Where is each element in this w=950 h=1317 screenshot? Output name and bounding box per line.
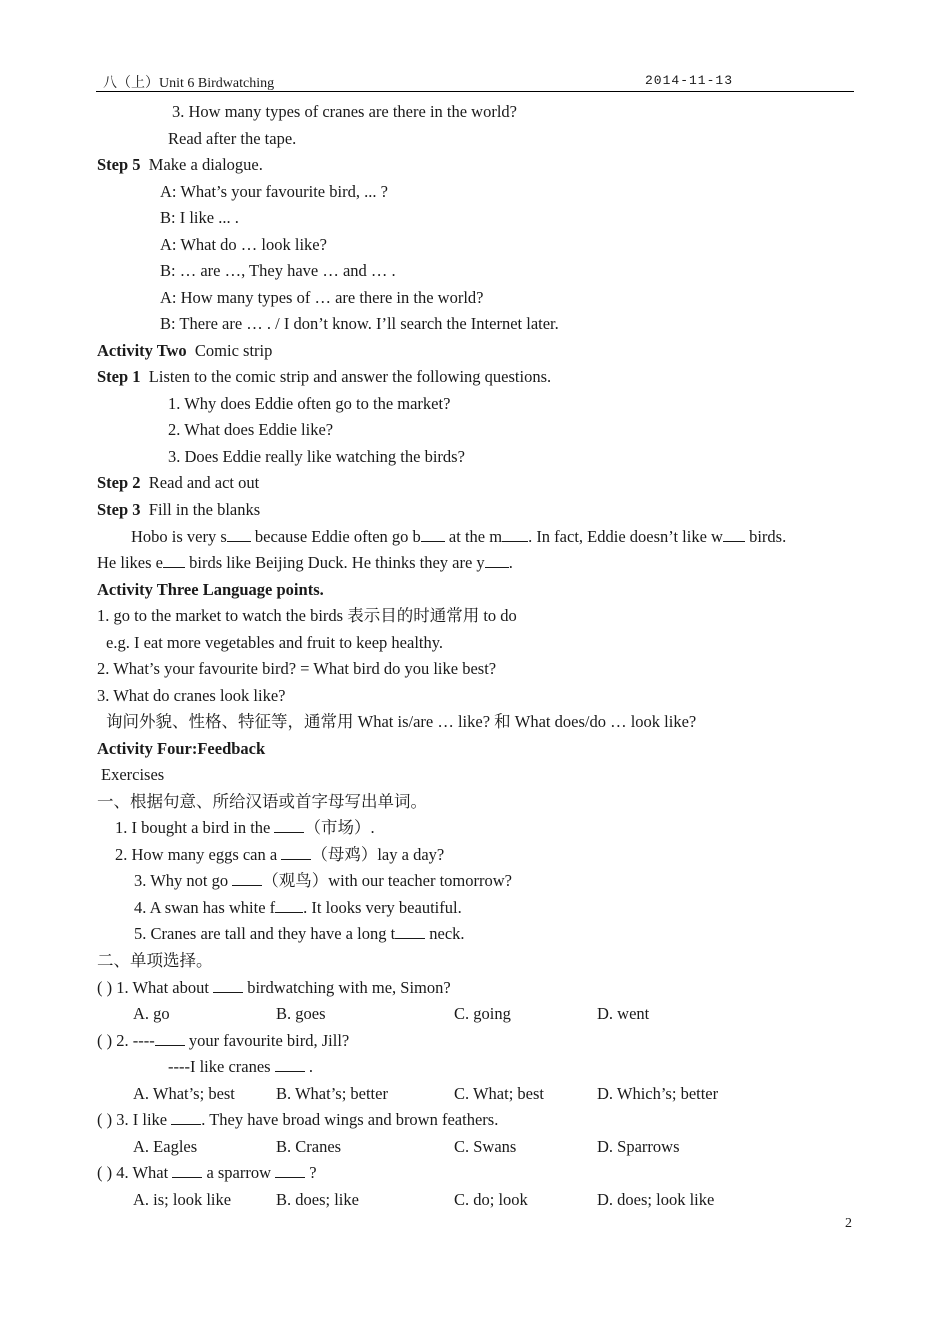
text-fragment: 1. What about bbox=[112, 978, 214, 997]
answer-blank[interactable] bbox=[723, 527, 745, 542]
activity-text: Comic strip bbox=[194, 341, 273, 360]
question-line: 1. Why does Eddie often go to the market? bbox=[168, 394, 451, 413]
text-fragment: at the m bbox=[444, 527, 503, 546]
option-d[interactable]: D. went bbox=[597, 1004, 650, 1023]
answer-paren[interactable]: ( ) bbox=[97, 1110, 113, 1129]
step-text: Read and act out bbox=[148, 473, 260, 492]
dialogue-line: A: What’s your favourite bird, ... ? bbox=[160, 182, 388, 201]
option-d[interactable]: D. Sparrows bbox=[597, 1137, 680, 1156]
option-d[interactable]: D. does; look like bbox=[597, 1190, 715, 1209]
language-point: 2. What’s your favourite bird? = What bird do you like best? bbox=[97, 659, 497, 678]
language-note: 询问外貌、性格、特征等，通常用 What is/are … like? 和 What does/do … look like? bbox=[106, 712, 697, 731]
header-rule bbox=[96, 91, 854, 92]
exercises-label: Exercises bbox=[101, 765, 165, 784]
text-fragment: . bbox=[304, 1057, 313, 1076]
answer-blank[interactable] bbox=[421, 527, 445, 542]
activity-four-heading: Activity Four:Feedback bbox=[97, 739, 266, 758]
header-title: 八（上）Unit 6 Birdwatching bbox=[103, 76, 275, 91]
activity-three-heading: Activity Three Language points. bbox=[97, 580, 324, 599]
step-1-heading bbox=[97, 367, 551, 387]
option-a[interactable]: A. go bbox=[133, 1004, 170, 1023]
text-fragment: 1. I bought a bird in the bbox=[115, 818, 275, 837]
option-b[interactable]: B. Cranes bbox=[276, 1137, 342, 1156]
answer-blank[interactable] bbox=[275, 898, 303, 913]
choice-question bbox=[97, 1110, 498, 1130]
option-b[interactable]: B. What’s; better bbox=[276, 1084, 388, 1103]
question-line: 2. What does Eddie like? bbox=[168, 420, 334, 439]
option-c[interactable]: C. do; look bbox=[454, 1190, 528, 1209]
step-label: Step 5 bbox=[97, 155, 141, 174]
choice-question-reply bbox=[168, 1057, 313, 1077]
answer-blank bbox=[275, 1163, 305, 1178]
dialogue-line: A: How many types of … are there in the world? bbox=[160, 288, 484, 307]
text-fragment: . bbox=[508, 553, 513, 572]
exercise-item bbox=[134, 871, 512, 891]
answer-blank[interactable] bbox=[485, 553, 509, 568]
text-fragment: （观鸟）with our teacher tomorrow? bbox=[262, 871, 512, 890]
text-fragment: 3. Why not go bbox=[134, 871, 233, 890]
text-fragment: your favourite bird, Jill? bbox=[184, 1031, 350, 1050]
step-text: Fill in the blanks bbox=[148, 500, 261, 519]
text-fragment: because Eddie often go b bbox=[250, 527, 421, 546]
language-point: 1. go to the market to watch the birds 表示目的时通常用 to do bbox=[97, 606, 517, 625]
option-c[interactable]: C. Swans bbox=[454, 1137, 517, 1156]
text-fragment: neck. bbox=[425, 924, 465, 943]
answer-paren[interactable]: ( ) bbox=[97, 1163, 113, 1182]
text-fragment: a sparrow bbox=[202, 1163, 276, 1182]
step-5-heading bbox=[97, 155, 263, 175]
text-fragment: Hobo is very s bbox=[131, 527, 227, 546]
answer-blank bbox=[155, 1031, 185, 1046]
dialogue-line: B: There are … . / I don’t know. I’ll search the Internet later. bbox=[160, 314, 559, 333]
option-c[interactable]: C. going bbox=[454, 1004, 511, 1023]
step-2-heading bbox=[97, 473, 259, 493]
dialogue-line: B: … are …, They have … and … . bbox=[160, 261, 396, 280]
text-fragment: 4. A swan has white f bbox=[134, 898, 276, 917]
exercise-item bbox=[134, 898, 462, 918]
answer-paren[interactable]: ( ) bbox=[97, 978, 113, 997]
option-d[interactable]: D. Which’s; better bbox=[597, 1084, 719, 1103]
text-fragment: birdwatching with me, Simon? bbox=[243, 978, 451, 997]
option-b[interactable]: B. goes bbox=[276, 1004, 326, 1023]
step-label: Step 2 bbox=[97, 473, 141, 492]
dialogue-line: B: I like ... . bbox=[160, 208, 239, 227]
question-line: 3. Does Eddie really like watching the birds? bbox=[168, 447, 465, 466]
answer-blank bbox=[172, 1163, 202, 1178]
instruction-line: Read after the tape. bbox=[168, 129, 297, 148]
text-fragment: birds. bbox=[744, 527, 787, 546]
text-fragment: ? bbox=[305, 1163, 317, 1182]
activity-two-heading bbox=[97, 341, 272, 361]
fill-blank-line bbox=[97, 553, 513, 573]
part-1-title: 一、根据句意、所给汉语或首字母写出单词。 bbox=[97, 792, 427, 811]
language-point: 3. What do cranes look like? bbox=[97, 686, 286, 705]
option-a[interactable]: A. What’s; best bbox=[133, 1084, 235, 1103]
text-fragment: . It looks very beautiful. bbox=[303, 898, 462, 917]
choice-question bbox=[97, 1163, 317, 1183]
answer-paren[interactable]: ( ) bbox=[97, 1031, 113, 1050]
option-a[interactable]: A. Eagles bbox=[133, 1137, 198, 1156]
answer-blank[interactable] bbox=[274, 818, 304, 833]
option-b[interactable]: B. does; like bbox=[276, 1190, 359, 1209]
answer-blank[interactable] bbox=[395, 924, 425, 939]
example-line: e.g. I eat more vegetables and fruit to keep healthy. bbox=[106, 633, 444, 652]
activity-label: Activity Two bbox=[97, 341, 187, 360]
part-2-title: 二、单项选择。 bbox=[97, 951, 213, 970]
exercise-item bbox=[134, 924, 465, 944]
text-fragment: birds like Beijing Duck. He thinks they are y bbox=[184, 553, 485, 572]
text-fragment: （市场）. bbox=[304, 818, 375, 837]
fill-blank-line bbox=[131, 527, 786, 547]
answer-blank bbox=[213, 978, 243, 993]
option-a[interactable]: A. is; look like bbox=[133, 1190, 232, 1209]
step-text: Make a dialogue. bbox=[148, 155, 263, 174]
header-date: 2014-11-13 bbox=[645, 73, 734, 88]
text-fragment: 2. ---- bbox=[112, 1031, 155, 1050]
text-fragment: 5. Cranes are tall and they have a long t bbox=[134, 924, 396, 943]
text-fragment: . In fact, Eddie doesn’t like w bbox=[528, 527, 723, 546]
choice-question bbox=[97, 1031, 349, 1051]
answer-blank bbox=[171, 1110, 201, 1125]
dialogue-line: A: What do … look like? bbox=[160, 235, 327, 254]
answer-blank[interactable] bbox=[227, 527, 251, 542]
step-label: Step 1 bbox=[97, 367, 141, 386]
text-fragment: 2. How many eggs can a bbox=[115, 845, 282, 864]
answer-blank[interactable] bbox=[502, 527, 528, 542]
step-text: Listen to the comic strip and answer the following questions. bbox=[148, 367, 552, 386]
question-line: 3. How many types of cranes are there in the world? bbox=[172, 102, 518, 121]
exercise-item bbox=[115, 818, 375, 838]
step-3-heading bbox=[97, 500, 260, 520]
text-fragment: He likes e bbox=[97, 553, 163, 572]
exercise-item bbox=[115, 845, 444, 865]
text-fragment: 4. What bbox=[112, 1163, 173, 1182]
text-fragment: . They have broad wings and brown feathers. bbox=[201, 1110, 499, 1129]
option-c[interactable]: C. What; best bbox=[454, 1084, 544, 1103]
page-number: 2 bbox=[845, 1216, 852, 1231]
answer-blank[interactable] bbox=[163, 553, 185, 568]
answer-blank[interactable] bbox=[232, 871, 262, 886]
step-label: Step 3 bbox=[97, 500, 141, 519]
answer-blank bbox=[275, 1057, 305, 1072]
text-fragment: （母鸡）lay a day? bbox=[311, 845, 445, 864]
choice-question bbox=[97, 978, 451, 998]
text-fragment: ----I like cranes bbox=[168, 1057, 275, 1076]
answer-blank[interactable] bbox=[281, 845, 311, 860]
text-fragment: 3. I like bbox=[112, 1110, 172, 1129]
